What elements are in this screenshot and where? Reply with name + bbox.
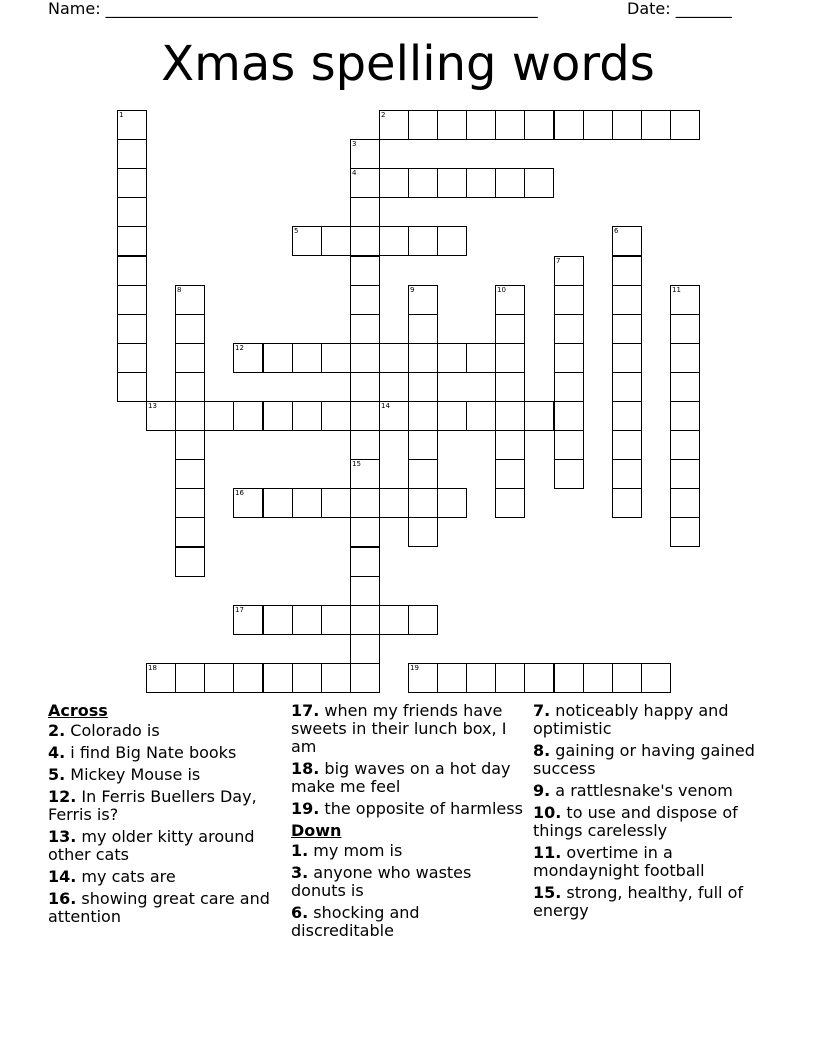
across-clue: [48, 788, 283, 824]
clue-number: 12: [235, 344, 244, 352]
grid-cell[interactable]: [495, 663, 525, 693]
grid-cell[interactable]: [437, 663, 467, 693]
clue-text: In Ferris Buellers Day, Ferris is?: [48, 787, 257, 824]
grid-cell[interactable]: [117, 285, 147, 315]
grid-cell[interactable]: [670, 110, 700, 140]
clue-number: 19: [410, 664, 419, 672]
grid-cell[interactable]: [612, 430, 642, 460]
clue-number: 19.: [291, 799, 320, 818]
clue-number: 13.: [48, 827, 77, 846]
clue-number: 6.: [291, 903, 309, 922]
grid-cell[interactable]: [321, 488, 351, 518]
clue-number: 5.: [48, 765, 66, 784]
clue-text: the opposite of harmless: [319, 799, 523, 818]
down-heading: Down: [291, 821, 342, 840]
clue-number: 4.: [48, 743, 66, 762]
grid-cell[interactable]: [495, 343, 525, 373]
grid-cell[interactable]: [292, 343, 322, 373]
clue-number: 14.: [48, 867, 77, 886]
grid-cell[interactable]: [641, 110, 671, 140]
grid-cell[interactable]: [233, 343, 263, 373]
grid-cell[interactable]: [495, 430, 525, 460]
grid-cell[interactable]: [408, 110, 438, 140]
grid-cell[interactable]: [612, 110, 642, 140]
clue-number: 15: [352, 460, 361, 468]
clue-text: Mickey Mouse is: [65, 765, 201, 784]
grid-cell[interactable]: [292, 488, 322, 518]
grid-cell[interactable]: [495, 110, 525, 140]
clue-number: 1.: [291, 841, 309, 860]
grid-cell[interactable]: [263, 605, 293, 635]
grid-cell[interactable]: [554, 663, 584, 693]
clue-text: big waves on a hot day make me feel: [291, 759, 511, 796]
grid-cell[interactable]: [175, 459, 205, 489]
grid-cell[interactable]: [408, 372, 438, 402]
grid-cell[interactable]: [554, 285, 584, 315]
grid-cell[interactable]: [670, 343, 700, 373]
grid-cell[interactable]: [117, 226, 147, 256]
grid-cell[interactable]: [263, 663, 293, 693]
grid-cell[interactable]: [408, 226, 438, 256]
clue-number: 9: [410, 286, 415, 294]
clue-text: Colorado is: [65, 721, 160, 740]
grid-cell[interactable]: [670, 372, 700, 402]
clue-number: 2: [381, 111, 386, 119]
grid-cell[interactable]: [350, 197, 380, 227]
grid-cell[interactable]: [554, 110, 584, 140]
clue-number: 10.: [533, 803, 562, 822]
grid-cell[interactable]: [408, 605, 438, 635]
grid-cell[interactable]: [146, 401, 176, 431]
clue-number: 13: [148, 402, 157, 410]
grid-cell[interactable]: [495, 488, 525, 518]
clue-number: 3.: [291, 863, 309, 882]
clue-number: 16.: [48, 889, 77, 908]
grid-cell[interactable]: [175, 372, 205, 402]
grid-cell[interactable]: [408, 343, 438, 373]
grid-cell[interactable]: [408, 430, 438, 460]
clue-number: 7: [556, 257, 561, 265]
grid-cell[interactable]: [612, 226, 642, 256]
grid-cell[interactable]: [437, 401, 467, 431]
grid-cell[interactable]: [670, 401, 700, 431]
grid-cell[interactable]: [524, 663, 554, 693]
grid-cell[interactable]: [583, 110, 613, 140]
clue-number: 5: [294, 227, 299, 235]
grid-cell[interactable]: [612, 285, 642, 315]
clue-number: 17: [235, 606, 244, 614]
grid-cell[interactable]: [117, 139, 147, 169]
grid-cell[interactable]: [350, 168, 380, 198]
across-clue: [48, 744, 283, 762]
clue-number: 12.: [48, 787, 77, 806]
clue-number: 18: [148, 664, 157, 672]
down-clue: [533, 804, 768, 840]
grid-cell[interactable]: [350, 459, 380, 489]
grid-cell[interactable]: [175, 401, 205, 431]
grid-cell[interactable]: [495, 401, 525, 431]
grid-cell[interactable]: [117, 256, 147, 286]
grid-cell[interactable]: [175, 517, 205, 547]
across-clue: [48, 722, 283, 740]
grid-cell[interactable]: [321, 226, 351, 256]
page-title: Xmas spelling words: [161, 36, 655, 92]
grid-cell[interactable]: [466, 110, 496, 140]
clue-number: 8: [177, 286, 182, 294]
grid-cell[interactable]: [379, 110, 409, 140]
across-clue: [291, 702, 526, 756]
clue-text: shocking and discreditable: [291, 903, 420, 940]
down-clue: [291, 904, 526, 940]
grid-cell[interactable]: [350, 401, 380, 431]
clue-number: 9.: [533, 781, 551, 800]
grid-cell[interactable]: [379, 168, 409, 198]
grid-cell[interactable]: [321, 663, 351, 693]
grid-cell[interactable]: [350, 517, 380, 547]
grid-cell[interactable]: [495, 459, 525, 489]
grid-cell[interactable]: [612, 256, 642, 286]
grid-cell[interactable]: [408, 488, 438, 518]
grid-cell[interactable]: [408, 168, 438, 198]
grid-cell[interactable]: [350, 547, 380, 577]
grid-cell[interactable]: [466, 168, 496, 198]
grid-cell[interactable]: [321, 343, 351, 373]
grid-cell[interactable]: [408, 663, 438, 693]
grid-cell[interactable]: [437, 168, 467, 198]
clue-number: 11.: [533, 843, 562, 862]
grid-cell[interactable]: [524, 110, 554, 140]
grid-cell[interactable]: [379, 605, 409, 635]
clue-text: my mom is: [308, 841, 403, 860]
clue-number: 8.: [533, 741, 551, 760]
grid-cell[interactable]: [437, 488, 467, 518]
down-clue: [533, 742, 768, 778]
grid-cell[interactable]: [408, 517, 438, 547]
clue-number: 14: [381, 402, 390, 410]
clue-number: 18.: [291, 759, 320, 778]
grid-cell[interactable]: [670, 430, 700, 460]
clue-number: 4: [352, 169, 357, 177]
clues-column-1: [48, 702, 283, 930]
clue-number: 1: [119, 111, 124, 119]
grid-cell[interactable]: [175, 488, 205, 518]
clue-number: 10: [497, 286, 506, 294]
grid-cell[interactable]: [117, 314, 147, 344]
clue-text: my cats are: [76, 867, 176, 886]
grid-cell[interactable]: [117, 110, 147, 140]
grid-cell[interactable]: [350, 226, 380, 256]
grid-cell[interactable]: [175, 430, 205, 460]
grid-cell[interactable]: [554, 459, 584, 489]
grid-cell[interactable]: [583, 663, 613, 693]
date-field-label[interactable]: Date: _______: [627, 0, 732, 18]
grid-cell[interactable]: [466, 663, 496, 693]
clues-column-2: [291, 702, 526, 944]
grid-cell[interactable]: [175, 663, 205, 693]
grid-cell[interactable]: [379, 488, 409, 518]
grid-cell[interactable]: [495, 314, 525, 344]
grid-cell[interactable]: [554, 343, 584, 373]
grid-cell[interactable]: [437, 226, 467, 256]
grid-cell[interactable]: [117, 168, 147, 198]
grid-cell[interactable]: [524, 401, 554, 431]
grid-cell[interactable]: [408, 459, 438, 489]
grid-cell[interactable]: [466, 343, 496, 373]
grid-cell[interactable]: [350, 663, 380, 693]
name-field-label[interactable]: Name: ______________________________________________________: [48, 0, 538, 18]
clue-text: overtime in a mondaynight football: [533, 843, 705, 880]
grid-cell[interactable]: [350, 372, 380, 402]
grid-cell[interactable]: [233, 488, 263, 518]
grid-cell[interactable]: [350, 634, 380, 664]
grid-cell[interactable]: [524, 168, 554, 198]
grid-cell[interactable]: [233, 401, 263, 431]
grid-cell[interactable]: [204, 663, 234, 693]
grid-cell[interactable]: [350, 430, 380, 460]
clue-text: my older kitty around other cats: [48, 827, 255, 864]
grid-cell[interactable]: [437, 110, 467, 140]
clue-number: 16: [235, 489, 244, 497]
grid-cell[interactable]: [612, 459, 642, 489]
grid-cell[interactable]: [379, 343, 409, 373]
grid-cell[interactable]: [612, 401, 642, 431]
grid-cell[interactable]: [117, 372, 147, 402]
grid-cell[interactable]: [204, 401, 234, 431]
grid-cell[interactable]: [350, 256, 380, 286]
across-clue: [291, 800, 526, 818]
grid-cell[interactable]: [612, 663, 642, 693]
across-clue: [48, 868, 283, 886]
grid-cell[interactable]: [670, 517, 700, 547]
grid-cell[interactable]: [321, 605, 351, 635]
grid-cell[interactable]: [670, 459, 700, 489]
grid-cell[interactable]: [350, 576, 380, 606]
grid-cell[interactable]: [117, 197, 147, 227]
grid-cell[interactable]: [146, 663, 176, 693]
grid-cell[interactable]: [612, 314, 642, 344]
clue-number: 6: [614, 227, 619, 235]
grid-cell[interactable]: [554, 314, 584, 344]
grid-cell[interactable]: [350, 285, 380, 315]
clue-text: anyone who wastes donuts is: [291, 863, 472, 900]
across-clue: [48, 890, 283, 926]
clue-text: to use and dispose of things carelessly: [533, 803, 738, 840]
across-clue: [48, 828, 283, 864]
grid-cell[interactable]: [350, 139, 380, 169]
grid-cell[interactable]: [292, 401, 322, 431]
grid-cell[interactable]: [437, 343, 467, 373]
down-clue: [533, 782, 768, 800]
grid-cell[interactable]: [670, 488, 700, 518]
grid-cell[interactable]: [350, 605, 380, 635]
clues-column-3: [533, 702, 768, 924]
grid-cell[interactable]: [670, 285, 700, 315]
grid-cell[interactable]: [233, 663, 263, 693]
clue-text: strong, healthy, full of energy: [533, 883, 743, 920]
grid-cell[interactable]: [670, 314, 700, 344]
clue-number: 7.: [533, 701, 551, 720]
grid-cell[interactable]: [612, 343, 642, 373]
grid-cell[interactable]: [495, 372, 525, 402]
grid-cell[interactable]: [350, 488, 380, 518]
across-heading: Across: [48, 701, 108, 720]
grid-cell[interactable]: [408, 314, 438, 344]
grid-cell[interactable]: [350, 343, 380, 373]
grid-cell[interactable]: [554, 372, 584, 402]
grid-cell[interactable]: [263, 343, 293, 373]
grid-cell[interactable]: [350, 314, 380, 344]
grid-cell[interactable]: [612, 372, 642, 402]
clue-number: 17.: [291, 701, 320, 720]
grid-cell[interactable]: [292, 226, 322, 256]
down-clue: [291, 842, 526, 860]
clue-text: i find Big Nate books: [65, 743, 237, 762]
grid-cell[interactable]: [554, 256, 584, 286]
grid-cell[interactable]: [175, 343, 205, 373]
clue-text: noticeably happy and optimistic: [533, 701, 729, 738]
grid-cell[interactable]: [554, 430, 584, 460]
clue-number: 3: [352, 140, 357, 148]
grid-cell[interactable]: [292, 663, 322, 693]
grid-cell[interactable]: [379, 401, 409, 431]
down-clue: [533, 884, 768, 920]
grid-cell[interactable]: [175, 314, 205, 344]
clue-number: 2.: [48, 721, 66, 740]
grid-cell[interactable]: [263, 488, 293, 518]
grid-cell[interactable]: [175, 285, 205, 315]
clue-number: 11: [672, 286, 681, 294]
across-clue: [291, 760, 526, 796]
grid-cell[interactable]: [233, 605, 263, 635]
clue-number: 15.: [533, 883, 562, 902]
clue-text: when my friends have sweets in their lunch box, I am: [291, 701, 507, 756]
grid-cell[interactable]: [408, 285, 438, 315]
down-clue: [533, 702, 768, 738]
grid-cell[interactable]: [612, 488, 642, 518]
grid-cell[interactable]: [466, 401, 496, 431]
clue-text: a rattlesnake's venom: [550, 781, 733, 800]
clue-text: showing great care and attention: [48, 889, 270, 926]
grid-cell[interactable]: [379, 226, 409, 256]
grid-cell[interactable]: [321, 401, 351, 431]
grid-cell[interactable]: [263, 401, 293, 431]
grid-cell[interactable]: [408, 401, 438, 431]
clue-text: gaining or having gained success: [533, 741, 755, 778]
down-clue: [533, 844, 768, 880]
across-clue: [48, 766, 283, 784]
down-clue: [291, 864, 526, 900]
grid-cell[interactable]: [117, 343, 147, 373]
grid-cell[interactable]: [495, 285, 525, 315]
grid-cell[interactable]: [554, 401, 584, 431]
grid-cell[interactable]: [641, 663, 671, 693]
grid-cell[interactable]: [495, 168, 525, 198]
grid-cell[interactable]: [175, 547, 205, 577]
grid-cell[interactable]: [292, 605, 322, 635]
